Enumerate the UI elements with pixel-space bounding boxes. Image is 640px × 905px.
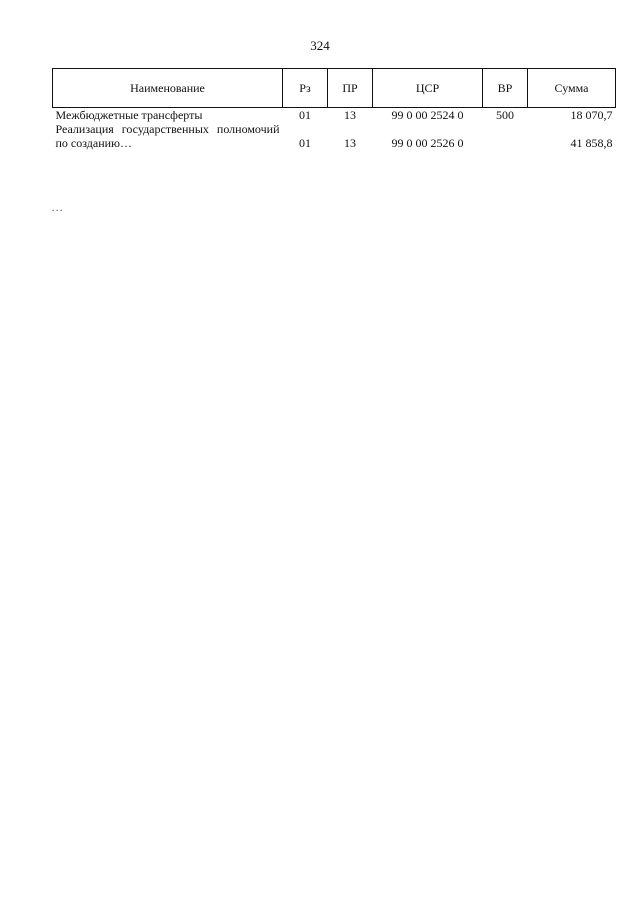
column-header-name: Наименование bbox=[53, 69, 283, 108]
column-header-csr: ЦСР bbox=[373, 69, 483, 108]
cell-rz: 01 bbox=[299, 108, 311, 122]
column-header-pr: ПР bbox=[328, 69, 373, 108]
column-header-sum: Сумма bbox=[528, 69, 616, 108]
cell-vr bbox=[483, 122, 528, 150]
continuation-note: … bbox=[52, 200, 63, 214]
cell-sum: 41 858,8 bbox=[570, 136, 613, 150]
cell-csr: 99 0 00 2524 0 bbox=[391, 108, 464, 122]
cell-pr: 13 bbox=[344, 136, 356, 150]
cell-vr: 500 bbox=[496, 108, 514, 122]
budget-table-container bbox=[52, 68, 615, 150]
cell-csr: 99 0 00 2526 0 bbox=[391, 136, 464, 150]
cell-name: Межбюджетные трансферты bbox=[55, 108, 203, 122]
page-number: 324 bbox=[310, 38, 330, 53]
table-row bbox=[53, 108, 616, 123]
cell-sum: 18 070,7 bbox=[570, 108, 613, 122]
cell-pr: 13 bbox=[344, 108, 356, 122]
cell-rz: 01 bbox=[299, 136, 311, 150]
column-header-rz: Рз bbox=[283, 69, 328, 108]
column-header-vr: ВР bbox=[483, 69, 528, 108]
cell-name: Реализация государственных полномочий по созданию… bbox=[55, 122, 280, 150]
table-header-row bbox=[53, 69, 616, 108]
table-row bbox=[53, 122, 616, 150]
budget-table bbox=[52, 68, 616, 150]
